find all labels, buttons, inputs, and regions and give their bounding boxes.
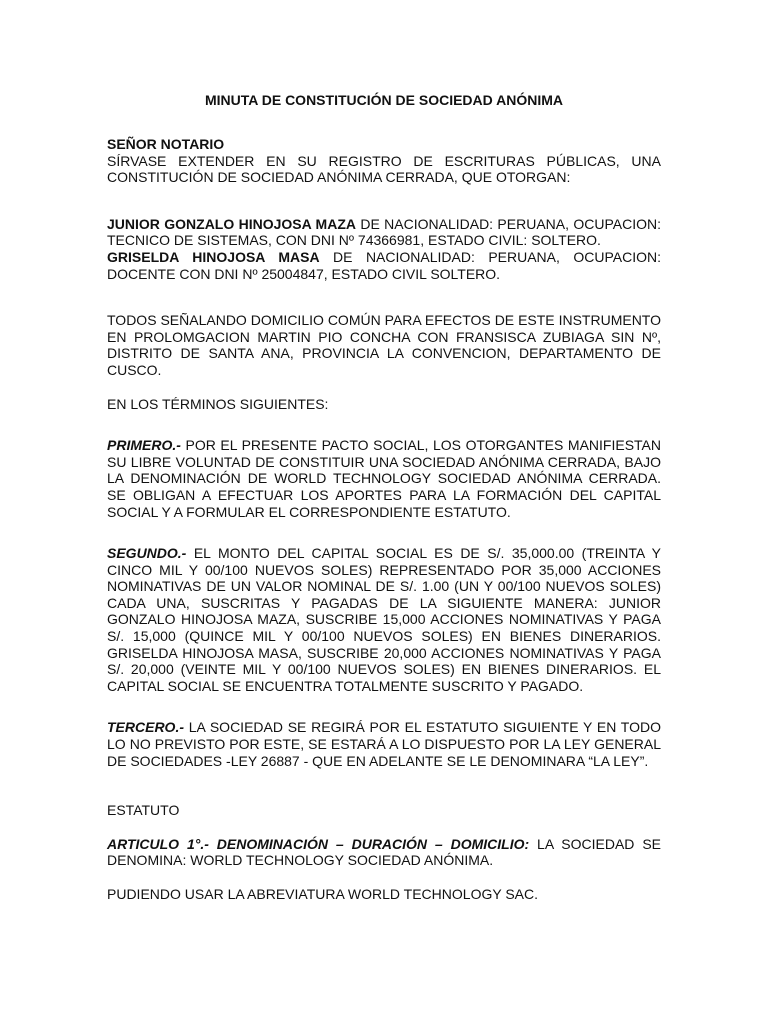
terminos-paragraph: EN LOS TÉRMINOS SIGUIENTES: xyxy=(107,395,329,412)
clause-primero-label: PRIMERO.- xyxy=(107,437,181,454)
otorgantes-section xyxy=(107,216,661,282)
document-body xyxy=(107,92,661,903)
otorgante-1-name: JUNIOR GONZALO HINOJOSA MAZA xyxy=(107,215,356,232)
otorgante-2-name: GRISELDA HINOJOSA MASA xyxy=(107,248,320,265)
otorgante-2-details: DE NACIONALIDAD: PERUANA, OCUPACION: DOCENTE CON DNI Nº 25004847, ESTADO CIVIL SOLTERO. xyxy=(107,248,661,282)
clause-segundo-label: SEGUNDO.- xyxy=(107,545,187,562)
estatuto-heading: ESTATUTO xyxy=(107,802,180,819)
notario-text: SÍRVASE EXTENDER EN SU REGISTRO DE ESCRITURAS PÚBLICAS, UNA CONSTITUCIÓN DE SOCIEDAD ANÓNIMA CERRADA, QUE OTORGAN: xyxy=(107,152,661,186)
domicilio-paragraph: TODOS SEÑALANDO DOMICILIO COMÚN PARA EFECTOS DE ESTE INSTRUMENTO EN PROLOMGACION MARTIN PIO CONCHA CON FRANSISCA ZUBIAGA SIN Nº, DISTRITO DE SANTA ANA, PROVINCIA LA CONVENCION, DEPARTAMENTO DE CUSCO. xyxy=(107,312,661,378)
clause-segundo-text: EL MONTO DEL CAPITAL SOCIAL ES DE S/. 35,000.00 (TREINTA Y CINCO MIL Y 00/100 NUEVOS SOLES) REPRESENTADO POR 35,000 ACCIONES NOMINATIVAS DE UN VALOR NOMINAL DE S/. 1.00 (UN Y 00/100 NUEVOS SOLES) CADA UNA, SUSCRITAS Y PAGADAS DE LA SIGUIENTE MANERA: JUNIOR GONZALO HINOJOSA MAZA, SUSCRIBE 15,000 ACCIONES NOMINATIVAS Y PAGA S/. 15,000 (QUINCE MIL Y 00/100 NUEVOS SOLES) EN BIENES DINERARIOS. GRISELDA HINOJOSA MASA, SUSCRIBE 20,000 ACCIONES NOMINATIVAS Y PAGA S/. 20,000 (VEINTE MIL Y 00/100 NUEVOS SOLES) EN BIENES DINERARIOS. EL CAPITAL SOCIAL SE ENCUENTRA TOTALMENTE SUSCRITO Y PAGADO. xyxy=(107,545,661,694)
notario-section xyxy=(107,136,661,186)
clause-tercero xyxy=(107,719,661,769)
otorgante-1-details: DE NACIONALIDAD: PERUANA, OCUPACION: TECNICO DE SISTEMAS, CON DNI Nº 74366981, ESTADO CIVIL: SOLTERO. xyxy=(107,215,661,249)
document-title: MINUTA DE CONSTITUCIÓN DE SOCIEDAD ANÓNIMA xyxy=(204,92,564,108)
notario-heading: SEÑOR NOTARIO xyxy=(107,136,225,152)
articulo-1-label: ARTICULO 1°.- DENOMINACIÓN – DURACIÓN – DOMICILIO: xyxy=(107,835,530,852)
clause-tercero-text: LA SOCIEDAD SE REGIRÁ POR EL ESTATUTO SIGUIENTE Y EN TODO LO NO PREVISTO POR ESTE, SE ESTARÁ A LO DISPUESTO POR LA LEY GENERAL DE SOCIEDADES -LEY 26887 - QUE EN ADELANTE SE LE DENOMINARA “LA LEY”. xyxy=(107,719,661,769)
clause-segundo xyxy=(107,545,661,694)
clause-tercero-label: TERCERO.- xyxy=(107,719,184,736)
clause-primero-text: POR EL PRESENTE PACTO SOCIAL, LOS OTORGANTES MANIFIESTAN SU LIBRE VOLUNTAD DE CONSTITUIR UNA SOCIEDAD ANÓNIMA CERRADA, BAJO LA DENOMINACIÓN DE WORLD TECHNOLOGY SOCIEDAD ANÓNIMA CERRADA. SE OBLIGAN A EFECTUAR LOS APORTES PARA LA FORMACIÓN DEL CAPITAL SOCIAL Y A FORMULAR EL CORRESPONDIENTE ESTATUTO. xyxy=(107,437,661,520)
articulo-1 xyxy=(107,836,661,869)
clause-primero xyxy=(107,437,661,520)
articulo-1-text: LA SOCIEDAD SE DENOMINA: WORLD TECHNOLOGY SOCIEDAD ANÓNIMA. xyxy=(107,835,661,869)
abreviatura-paragraph: PUDIENDO USAR LA ABREVIATURA WORLD TECHNOLOGY SAC. xyxy=(107,886,538,902)
